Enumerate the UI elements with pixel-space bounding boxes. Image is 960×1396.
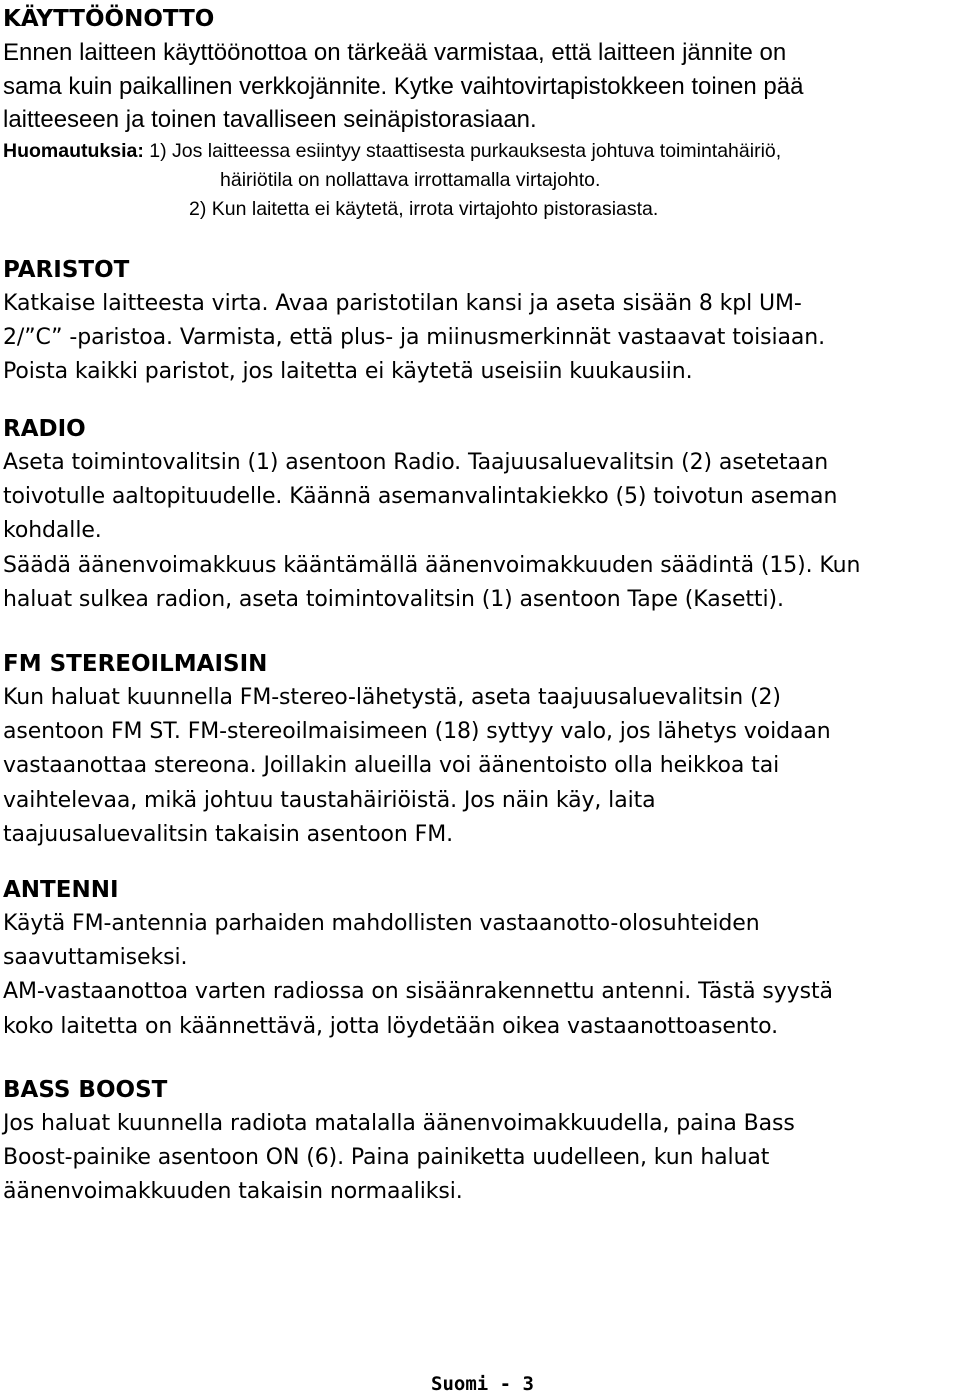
section-heading: RADIO bbox=[3, 416, 86, 442]
note-1 bbox=[3, 137, 955, 166]
paragraph-line: asentoon FM ST. FM-stereoilmaisimeen (18) syttyy valo, jos lähetys voidaan bbox=[3, 719, 831, 745]
paragraph-line: toivotulle aaltopituudelle. Käännä asemanvalintakiekko (5) toivotun aseman bbox=[3, 484, 838, 510]
paragraph-line: Säädä äänenvoimakkuus kääntämällä äänenvoimakkuuden säädintä (15). Kun bbox=[3, 552, 861, 578]
section-heading: ANTENNI bbox=[3, 877, 119, 903]
section-heading: BASS BOOST bbox=[3, 1077, 168, 1103]
paragraph-line: vastaanottaa stereona. Joillakin alueilla voi äänentoisto olla heikkoa tai bbox=[3, 753, 780, 779]
paragraph-line: äänenvoimakkuuden takaisin normaaliksi. bbox=[3, 1179, 463, 1205]
paragraph-line: taajuusaluevalitsin takaisin asentoon FM. bbox=[3, 821, 453, 847]
paragraph-line: haluat sulkea radion, aseta toimintovalitsin (1) asentoon Tape (Kasetti). bbox=[3, 586, 784, 612]
notes-label: Huomautuksia: bbox=[3, 139, 144, 162]
paragraph-line: Poista kaikki paristot, jos laitetta ei käytetä useisiin kuukausiin. bbox=[3, 359, 693, 385]
paragraph-line: sama kuin paikallinen verkkojännite. Kytke vaihtovirtapistokkeen toinen pää bbox=[3, 72, 804, 100]
section-antenni bbox=[3, 873, 955, 1044]
notes-block bbox=[3, 137, 955, 224]
section-heading: PARISTOT bbox=[3, 257, 130, 283]
section-radio bbox=[3, 412, 955, 617]
paragraph-line: AM-vastaanottoa varten radiossa on sisäänrakennettu antenni. Tästä syystä bbox=[3, 979, 833, 1005]
section-heading: KÄYTTÖÖNOTTO bbox=[3, 6, 215, 32]
paragraph-line: laitteeseen ja toinen tavalliseen seinäpistorasiaan. bbox=[3, 106, 537, 133]
paragraph-line: Ennen laitteen käyttöönottoa on tärkeää varmistaa, että laitteen jännite on bbox=[3, 39, 787, 66]
paragraph-line: Kun haluat kuunnella FM-stereo-lähetystä, aseta taajuusaluevalitsin (2) bbox=[3, 685, 781, 710]
section-bass-boost bbox=[3, 1073, 955, 1210]
section-heading: FM STEREOILMAISIN bbox=[3, 651, 268, 677]
paragraph-line: koko laitetta on käännettävä, jotta löydetään oikea vastaanottoasento. bbox=[3, 1013, 779, 1039]
paragraph-line: Katkaise laitteesta virta. Avaa paristotilan kansi ja aseta sisään 8 kpl UM- bbox=[3, 291, 802, 316]
note-1-text: 1) Jos laitteessa esiintyy staattisesta purkauksesta johtuva toimintahäiriö, bbox=[143, 139, 782, 162]
note-1-continuation: häiriötila on nollattava irrottamalla virtajohto. bbox=[220, 168, 601, 191]
paragraph-line: Aseta toimintovalitsin (1) asentoon Radio. Taajuusaluevalitsin (2) asetetaan bbox=[3, 450, 829, 475]
paragraph-line: 2/”C” -paristoa. Varmista, että plus- ja miinusmerkinnät vastaavat toisiaan. bbox=[3, 325, 825, 351]
section-fm-stereo bbox=[3, 647, 955, 852]
note-2: 2) Kun laitetta ei käytetä, irrota virtajohto pistorasiasta. bbox=[189, 197, 659, 220]
paragraph-line: Käytä FM-antennia parhaiden mahdollisten vastaanotto-olosuhteiden bbox=[3, 911, 760, 936]
paragraph-line: Jos haluat kuunnella radiota matalalla äänenvoimakkuudella, paina Bass bbox=[3, 1111, 795, 1136]
paragraph-line: vaihtelevaa, mikä johtuu taustahäiriöistä. Jos näin käy, laita bbox=[3, 787, 656, 813]
paragraph-line: Boost-painike asentoon ON (6). Paina painiketta uudelleen, kun haluat bbox=[3, 1145, 770, 1171]
page-number: Suomi - 3 bbox=[431, 1373, 534, 1395]
paragraph-line: saavuttamiseksi. bbox=[3, 945, 188, 971]
section-kayttoonotto bbox=[3, 2, 955, 224]
paragraph-line: kohdalle. bbox=[3, 518, 102, 544]
section-paristot bbox=[3, 253, 955, 390]
